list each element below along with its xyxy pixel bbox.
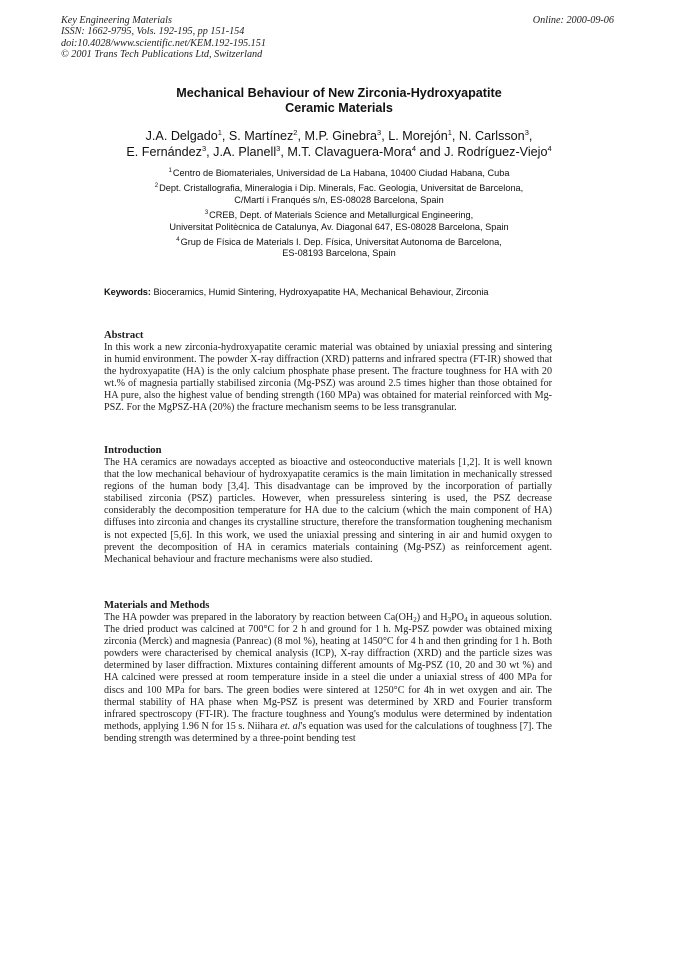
methods-text-part: PO <box>451 612 464 623</box>
methods-text <box>104 612 552 745</box>
author-name: N. Carlsson <box>458 129 525 143</box>
introduction-text: The HA ceramics are nowadays accepted as bioactive and osteoconductive materials [1,2]. It is well known that the low mechanical behaviour of hydroxyapatite ceramics is the main limitation in mechanically stressed regions of the human body [3,4]. This disadvantage can be improved by the incorporation of partially stabilised zirconia (PSZ) particles. However, when pressureless sintering is used, the PSZ decrease considerably the decomposition temperature for HA due to the calcium (which the main component of HA) diffuses into zirconia and changes its crystalline structure, therefore the transformation toughening mechanism is not expected [5,6]. In this work, we used the uniaxial pressing and sintering in air and humid oxygen to prevent the decomposition of HA in ceramics materials containing (Mg-PSZ) as reinforcement agent. Mechanical behaviour and fracture mechanisms were also studied. <box>104 457 552 565</box>
keywords <box>104 287 489 297</box>
author-list <box>30 128 648 160</box>
affiliation <box>40 210 638 233</box>
author-affiliation-mark: 3 <box>276 144 281 153</box>
author-line-2: E. Fernández$^3$, J.A. Planell$^3$, M.T. Clavaguera-Mora$^4$ and J. Rodríguez-Viejo$^4$ <box>126 144 552 159</box>
affiliation-list <box>40 168 638 264</box>
methods-heading: Materials and Methods <box>104 600 210 611</box>
keywords-text: Bioceramics, Humid Sintering, Hydroxyapatite HA, Mechanical Behaviour, Zirconia <box>153 287 489 297</box>
author-name: J.A. Delgado <box>145 129 218 143</box>
author-affiliation-mark: 4 <box>547 144 552 153</box>
methods-text-part: ) and H <box>416 612 448 623</box>
affiliation-number: 2 <box>154 183 159 190</box>
methods-text-part: in aqueous solution. The dried product was calcined at 700°C for 2 h and ground for 1 h. Mg-PSZ powder was obtained mixing zirconia (Merck) and magnesia (Panreac) (8 mol %), heating at 1450°C for 4 h and then grinding for 1 h. Both powders were characterised by chemical analysis (ICP), X-ray diffraction (XRD) and the particle sizes was determined by laser diffraction. Mixtures containing different amounts of Mg-PSZ (10, 20 and 30 wt %) and HA calcined were pressed at room temperature inside in a steel die under a uniaxial stress of 400 MPa for discs and 100 MPa for bars. The green bodies were sintered at 1250°C for 4h in wet oxygen and air. The thermal stability of HA phase when Mg-PSZ is present was determined by XRD and Fourier transform infrared spectroscopy (FT-IR). The fracture toughness and Young's modulus were determined by indentation methods, applying 1.96 N for 15 s. Niihara <box>104 612 552 732</box>
methods-section <box>104 600 552 745</box>
author-affiliation-mark: 4 <box>411 144 417 153</box>
affiliation-number: 4 <box>176 236 180 243</box>
affiliation-line: CREB, Dept. of Materials Science and Metallurgical Engineering, <box>209 209 474 220</box>
affiliation-number: 1 <box>168 168 172 174</box>
formula-subscript: 4 <box>464 616 468 624</box>
abstract-text: In this work a new zirconia-hydroxyapatite ceramic material was obtained by uniaxial pressing and sintering in humid environment. The powder X-ray diffraction (XRD) patterns and infrared spectra (FT-IR) showed that the hydroxyapatite (HA) is the only calcium phosphate phase present. The fracture toughness for HA with 20 wt.% of magnesia partially stabilised zirconia (Mg-PSZ) was around 2.5 times higher than those obtained for HA pure, also the highest value of bending strength (160 MPa) was obtained for material reinforced with Mg-PSZ. For the MgPSZ-HA (20%) the fracture mechanism seems to be less transgranular. <box>104 342 552 414</box>
author-affiliation-mark: 1 <box>447 128 452 137</box>
author-name: E. Fernández <box>126 145 202 159</box>
formula-subscript: 3 <box>447 616 452 624</box>
author-affiliation-mark: 3 <box>201 144 207 153</box>
introduction-heading: Introduction <box>104 445 162 456</box>
abstract-section <box>104 330 552 415</box>
author-name: M.T. Clavaguera-Mora <box>287 145 412 159</box>
affiliation <box>40 183 638 206</box>
author-name: M.P. Ginebra <box>304 129 378 143</box>
affiliation-line: ES-08193 Barcelona, Spain <box>282 248 396 259</box>
author-line-1: J.A. Delgado$^1$, S. Martínez$^2$, M.P. Ginebra$^3$, L. Morejón$^1$, N. Carlsson$^3$, <box>145 128 533 143</box>
author-affiliation-mark: 3 <box>377 128 382 137</box>
keywords-label: Keywords: <box>104 287 151 297</box>
affiliation-line: Dept. Cristallografia, Mineralogia i Dip. Minerals, Fac. Geologia, Universitat de Barcelona, <box>159 183 524 194</box>
abstract-heading: Abstract <box>104 330 144 341</box>
methods-text-part: 's equation was used for the calculations of toughness [7]. The bending strength was determined by a three-point bending test <box>104 720 552 744</box>
formula-subscript: 2 <box>413 616 417 624</box>
affiliation <box>40 237 638 260</box>
introduction-section <box>104 445 552 566</box>
affiliation <box>40 168 638 180</box>
journal-header <box>61 15 266 61</box>
affiliation-line: Grup de Física de Materials I. Dep. Física, Universitat Autonoma de Barcelona, <box>180 236 502 247</box>
author-affiliation-mark: 1 <box>217 128 222 137</box>
author-name: J. Rodríguez-Viejo <box>444 145 548 159</box>
affiliation-line: Centro de Biomateriales, Universidad de La Habana, 10400 Ciudad Habana, Cuba <box>172 168 510 178</box>
affiliation-line: C/Martí i Franqués s/n, ES-08028 Barcelona, Spain <box>234 194 444 205</box>
author-affiliation-mark: 3 <box>524 128 529 137</box>
et-al-italic: et. al <box>280 720 301 732</box>
author-name: L. Morejón <box>388 129 448 143</box>
author-affiliation-mark: 2 <box>293 128 298 137</box>
copyright-line: © 2001 Trans Tech Publications Ltd, Switzerland <box>61 49 263 61</box>
affiliation-line: Universitat Politècnica de Catalunya, Av. Diagonal 647, ES-08028 Barcelona, Spain <box>169 221 509 232</box>
title-line-1: Mechanical Behaviour of New Zirconia-Hydroxyapatite <box>176 86 502 100</box>
online-date: Online: 2000-09-06 <box>532 15 614 26</box>
doi-line[interactable]: doi:10.4028/www.scientific.net/KEM.192-195.151 <box>61 37 266 49</box>
issn-line: ISSN: 1662-9795, Vols. 192-195, pp 151-154 <box>61 26 245 38</box>
methods-text-part: The HA powder was prepared in the laboratory by reaction between Ca(OH <box>104 612 414 623</box>
author-name: S. Martínez <box>228 129 294 143</box>
title-line-2: Ceramic Materials <box>285 100 393 115</box>
paper-title <box>40 86 638 115</box>
affiliation-number: 3 <box>204 209 209 216</box>
journal-name: Key Engineering Materials <box>61 15 172 26</box>
author-name: J.A. Planell <box>213 145 277 159</box>
